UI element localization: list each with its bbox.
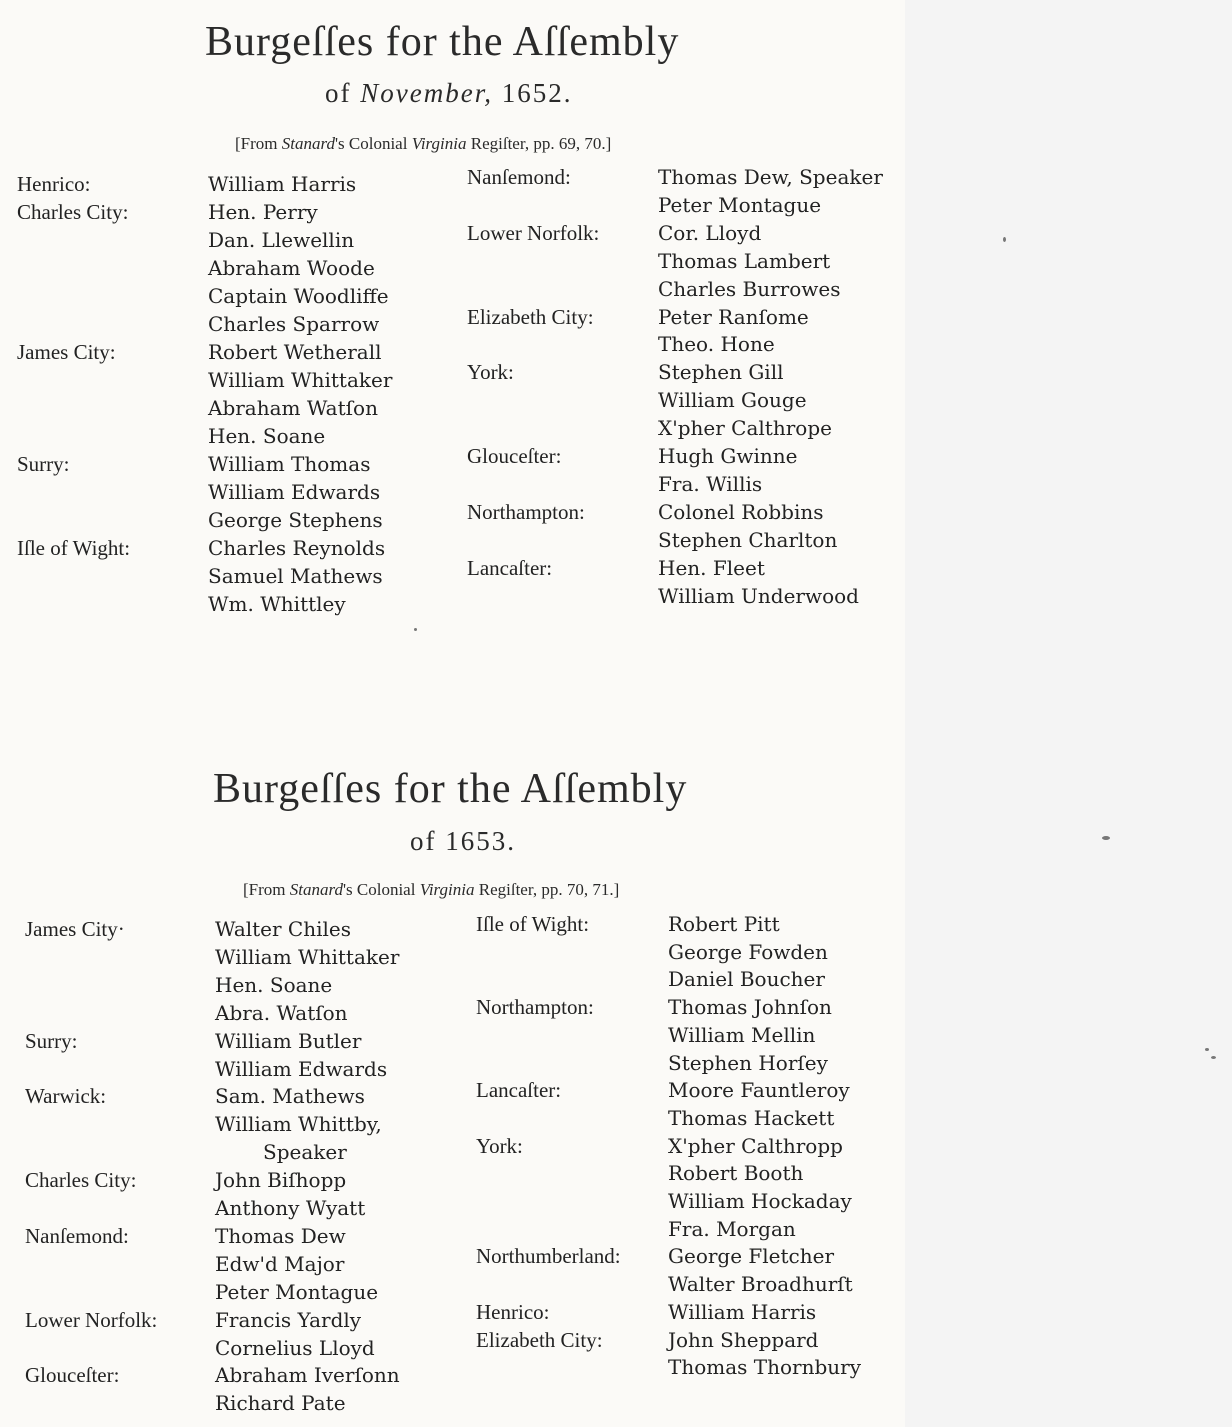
burgess-name: Robert Pitt: [668, 912, 780, 936]
burgess-name: William Hockaday: [668, 1189, 852, 1213]
county-label: James City·: [25, 917, 125, 941]
source-citation: [243, 880, 619, 900]
burgess-name: Thomas Thornbury: [668, 1355, 862, 1380]
burgess-name: Hen. Fleet: [658, 555, 765, 580]
county-label: Glouceſter:: [467, 444, 562, 468]
burgess-name: Wm. Whittley: [208, 592, 346, 616]
section-title: Burgeſſes for the Aſſembly: [213, 766, 688, 812]
burgess-name: X'pher Calthropp: [668, 1133, 843, 1158]
burgess-name: John Biſhopp: [215, 1168, 347, 1193]
citation-author: Stanard: [289, 880, 343, 899]
burgess-name: Colonel Robbins: [658, 499, 824, 524]
burgess-name: William Harris: [208, 172, 357, 196]
section-subtitle: [410, 826, 516, 857]
burgess-name: Peter Ranſome: [658, 304, 809, 329]
burgess-name: Sam. Mathews: [215, 1084, 365, 1109]
citation-possessive: 's Colonial: [334, 134, 408, 153]
burgess-name: Stephen Charlton: [658, 527, 838, 552]
county-label: Lower Norfolk:: [467, 220, 600, 245]
burgess-name: Captain Woodliffe: [208, 284, 389, 308]
burgess-name: Walter Broadhurſt: [668, 1272, 853, 1297]
burgess-name: William Edwards: [208, 480, 381, 504]
burgess-name: Thomas Dew: [215, 1223, 346, 1248]
burgess-name: Stephen Horſey: [668, 1050, 828, 1075]
burgess-name: Theo. Hone: [658, 332, 775, 357]
burgess-name: William Whittaker: [215, 944, 400, 969]
county-label: Lancaſter:: [467, 555, 553, 580]
county-label: Northumberland:: [476, 1244, 621, 1269]
county-label: Lancaſter:: [476, 1078, 562, 1103]
scan-speck: [1003, 237, 1006, 242]
burgess-name: George Stephens: [208, 508, 383, 532]
burgess-name: Peter Montague: [215, 1279, 379, 1304]
county-label: Elizabeth City:: [467, 304, 594, 329]
citation-rest: Regiſter, pp. 70, 71.]: [478, 880, 620, 899]
scan-speck: [1102, 836, 1110, 840]
county-label: Lower Norfolk:: [25, 1307, 158, 1332]
county-label: Iſle of Wight:: [476, 912, 590, 936]
burgess-name: Fra. Morgan: [668, 1216, 796, 1241]
citation-open: [From: [235, 134, 278, 153]
burgess-name: Fra. Willis: [658, 471, 763, 496]
burgess-name: Hen. Perry: [208, 200, 318, 224]
burgess-name: Edw'd Major: [215, 1251, 345, 1276]
burgess-name: Robert Wetherall: [208, 340, 382, 364]
burgess-name: Cor. Lloyd: [658, 220, 762, 245]
burgess-name: Moore Fauntleroy: [668, 1078, 850, 1103]
burgess-name: Abra. Watſon: [215, 1000, 348, 1025]
burgess-name: Robert Booth: [668, 1161, 804, 1186]
burgess-name: Thomas Lambert: [658, 248, 831, 273]
burgess-name: Peter Montague: [658, 192, 822, 217]
burgess-name: George Fletcher: [668, 1244, 835, 1269]
burgess-name: Speaker: [263, 1140, 347, 1165]
burgess-name: Charles Burrowes: [658, 276, 841, 301]
burgess-name: Stephen Gill: [658, 360, 784, 385]
citation-open: [From: [243, 880, 286, 899]
county-label: Iſle of Wight:: [17, 536, 131, 560]
county-label: Nanſemond:: [25, 1223, 129, 1248]
burgess-name: Hugh Gwinne: [658, 444, 798, 468]
burgess-name: Thomas Johnſon: [668, 995, 832, 1020]
county-label: Northampton:: [476, 995, 594, 1020]
burgess-name: Thomas Dew, Speaker: [658, 165, 883, 189]
citation-author: Stanard: [281, 134, 335, 153]
subtitle-of: of: [410, 826, 437, 856]
county-label: Glouceſter:: [25, 1363, 120, 1388]
burgess-name: William Gouge: [658, 388, 807, 413]
county-label: Nanſemond:: [467, 165, 571, 189]
subtitle-year: 1653.: [445, 826, 516, 856]
county-label: Elizabeth City:: [476, 1327, 603, 1352]
county-label: Charles City:: [17, 200, 129, 224]
burgess-name: Abraham Woode: [208, 256, 375, 280]
county-label: Henrico:: [17, 172, 91, 196]
county-label: Warwick:: [25, 1084, 107, 1109]
burgess-name: William Edwards: [215, 1056, 388, 1081]
burgess-name: Walter Chiles: [215, 917, 352, 941]
burgess-name: Francis Yardly: [215, 1307, 362, 1332]
burgess-name: Dan. Llewellin: [208, 228, 355, 252]
burgess-name: William Underwood: [658, 583, 859, 608]
county-label: Henrico:: [476, 1299, 550, 1324]
burgess-name: William Whittby,: [215, 1112, 382, 1137]
burgess-name: Anthony Wyatt: [215, 1196, 366, 1220]
section-title: Burgeſſes for the Aſſembly: [205, 19, 680, 65]
burgess-name: Samuel Mathews: [208, 564, 383, 588]
burgess-name: Daniel Boucher: [668, 967, 825, 992]
subtitle-date: November,: [360, 78, 493, 108]
scan-speck: [1205, 1048, 1209, 1051]
county-label: Surry:: [25, 1028, 78, 1053]
citation-rest: Regiſter, pp. 69, 70.]: [470, 134, 612, 153]
burgess-name: Abraham Iverſonn: [215, 1363, 400, 1388]
county-label: York:: [467, 360, 514, 385]
burgess-name: Richard Pate: [215, 1391, 346, 1416]
county-label: James City:: [17, 340, 116, 364]
burgess-name: Charles Reynolds: [208, 536, 386, 560]
burgess-name: George Fowden: [668, 939, 828, 964]
citation-place: Virginia: [419, 880, 475, 899]
county-label: Northampton:: [467, 499, 585, 524]
burgess-name: Charles Sparrow: [208, 312, 380, 336]
burgess-name: John Sheppard: [668, 1327, 819, 1352]
scan-speck: [414, 628, 417, 631]
county-label: Charles City:: [25, 1168, 137, 1193]
section-subtitle: [325, 78, 572, 109]
burgess-name: Cornelius Lloyd: [215, 1335, 375, 1360]
burgess-name: William Whittaker: [208, 368, 393, 392]
burgess-name: William Mellin: [668, 1022, 816, 1047]
source-citation: [235, 134, 611, 154]
scan-speck: [1211, 1056, 1216, 1059]
burgess-name: William Harris: [668, 1299, 817, 1324]
burgess-name: William Butler: [215, 1028, 362, 1053]
burgess-name: X'pher Calthrope: [658, 416, 832, 441]
citation-place: Virginia: [411, 134, 467, 153]
burgess-name: Thomas Hackett: [668, 1105, 835, 1130]
county-label: York:: [476, 1133, 523, 1158]
citation-possessive: 's Colonial: [342, 880, 416, 899]
burgess-name: William Thomas: [208, 452, 371, 476]
burgess-name: Hen. Soane: [215, 972, 333, 997]
burgess-name: Hen. Soane: [208, 424, 326, 448]
subtitle-of: of: [325, 78, 352, 108]
scanner-margin: [905, 0, 1232, 1427]
county-label: Surry:: [17, 452, 70, 476]
burgess-name: Abraham Watſon: [208, 396, 378, 420]
subtitle-year: 1652.: [501, 78, 573, 108]
